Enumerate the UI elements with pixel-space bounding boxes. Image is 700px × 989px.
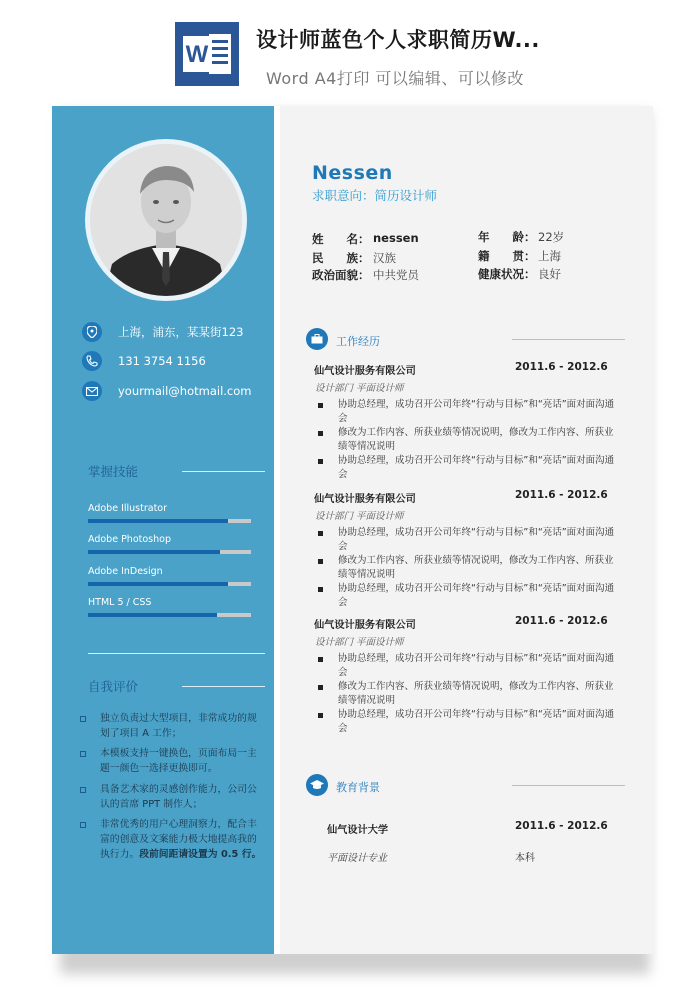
square-bullet-icon [80, 787, 86, 793]
job-date: 2011.6 - 2012.6 [515, 615, 608, 627]
job-bullet: 协助总经理，成功召开公司年终“行动与目标”和“亮话”面对面沟通会 [318, 526, 618, 554]
job-bullet: 修改为工作内容、所获业绩等情况说明，修改为工作内容、所获业绩等情况说明 [318, 426, 618, 454]
contact-phone [82, 350, 206, 372]
job-bullet: 协助总经理，成功召开公司年终“行动与目标”和“亮话”面对面沟通会 [318, 454, 618, 482]
skill-fill [88, 613, 217, 617]
education-heading: 教育背景 [336, 781, 380, 794]
skill-item [88, 503, 251, 523]
resume-page [52, 106, 653, 954]
graduation-cap-icon [306, 774, 328, 796]
skill-name: Adobe Photoshop [88, 534, 171, 545]
job-company: 仙气设计服务有限公司 [314, 366, 416, 377]
job-date: 2011.6 - 2012.6 [515, 489, 608, 501]
info-value: 中共党员 [373, 268, 419, 282]
word-document-icon [175, 22, 239, 86]
job-bullet: 协助总经理，成功召开公司年终“行动与目标”和“亮话”面对面沟通会 [318, 652, 618, 680]
skills-heading: 掌握技能 [88, 464, 139, 479]
info-label: 年 龄： [478, 230, 536, 244]
square-bullet-icon [318, 403, 323, 408]
mail-icon [82, 381, 102, 401]
eval-text: 具备艺术家的灵感创作能力，公司公认的首席 PPT 制作人； [100, 784, 257, 810]
education-heading-rule [512, 785, 625, 786]
education-date: 2011.6 - 2012.6 [515, 820, 608, 832]
info-label: 健康状况： [478, 267, 536, 281]
info-label: 民 族： [312, 251, 370, 265]
school-name: 仙气设计大学 [327, 825, 389, 836]
square-bullet-icon [318, 459, 323, 464]
education-degree: 本科 [515, 853, 535, 864]
info-value: 22岁 [538, 230, 565, 244]
skill-bar [88, 550, 251, 554]
square-bullet-icon [318, 587, 323, 592]
address-text: 上海，浦东，某某街123 [118, 325, 244, 339]
skill-fill [88, 550, 220, 554]
job-company: 仙气设计服务有限公司 [314, 494, 416, 505]
job-role: 设计部门 平面设计师 [315, 383, 404, 394]
square-bullet-icon [318, 531, 323, 536]
sidebar-edge [274, 106, 280, 954]
self-eval-heading: 自我评价 [88, 679, 139, 694]
skill-name: Adobe Illustrator [88, 503, 168, 514]
contact-address [82, 321, 243, 343]
eval-text: 非常优秀的用户心理洞察力，配合丰富的创意及文案能力极大地提高我的执行力。段前间距请设置为 0.5 行。 [100, 819, 262, 860]
info-label: 政治面貌： [312, 268, 370, 282]
skill-bar [88, 519, 251, 523]
eval-text: 本模板支持一键换色，页面布局一主题一颜色一选择更换即可。 [100, 748, 257, 774]
eval-item [80, 711, 265, 741]
info-label: 姓 名： [312, 232, 370, 246]
avatar [90, 144, 242, 296]
skill-name: HTML 5 / CSS [88, 597, 152, 608]
self-eval-heading-rule [182, 686, 265, 687]
experience-heading: 工作经历 [336, 335, 380, 348]
contact-email [82, 380, 252, 402]
education-major: 平面设计专业 [327, 853, 387, 864]
job-bullet: 修改为工作内容、所获业绩等情况说明，修改为工作内容、所获业绩等情况说明 [318, 554, 618, 582]
skill-item [88, 566, 251, 586]
banner-title: 设计师蓝色个人求职简历W... [256, 28, 540, 52]
job-bullet: 协助总经理，成功召开公司年终“行动与目标”和“亮话”面对面沟通会 [318, 708, 618, 736]
square-bullet-icon [80, 822, 86, 828]
candidate-name: Nessen [312, 162, 393, 184]
square-bullet-icon [318, 657, 323, 662]
word-letter: W [185, 41, 209, 68]
square-bullet-icon [80, 716, 86, 722]
skills-heading-rule [182, 471, 265, 472]
email-link[interactable]: yourmail@hotmail.com [118, 384, 252, 398]
briefcase-icon [306, 328, 328, 350]
job-bullet: 协助总经理，成功召开公司年终“行动与目标”和“亮话”面对面沟通会 [318, 582, 618, 610]
phone-icon [82, 351, 102, 371]
eval-text: 独立负责过大型项目，非常成功的规划了项目 A 工作； [100, 713, 257, 739]
phone-text: 131 3754 1156 [118, 354, 206, 368]
skill-fill [88, 519, 228, 523]
eval-item [80, 746, 265, 776]
skill-bar [88, 613, 251, 617]
square-bullet-icon [80, 751, 86, 757]
info-value: 良好 [538, 267, 561, 281]
job-role: 设计部门 平面设计师 [315, 637, 404, 648]
job-company: 仙气设计服务有限公司 [314, 620, 416, 631]
square-bullet-icon [318, 431, 323, 436]
info-value: 上海 [538, 249, 561, 263]
banner-subtitle: Word A4打印 可以编辑、可以修改 [266, 69, 524, 88]
info-value: nessen [373, 231, 419, 245]
skill-fill [88, 582, 228, 586]
job-bullet: 修改为工作内容、所获业绩等情况说明，修改为工作内容、所获业绩等情况说明 [318, 680, 618, 708]
job-objective: 求职意向：简历设计师 [312, 188, 438, 203]
job-role: 设计部门 平面设计师 [315, 511, 404, 522]
experience-heading-rule [512, 339, 625, 340]
location-pin-icon [82, 322, 102, 342]
skill-bar [88, 582, 251, 586]
info-value: 汉族 [373, 251, 396, 265]
skill-item [88, 534, 251, 554]
skill-item [88, 597, 251, 617]
square-bullet-icon [318, 713, 323, 718]
square-bullet-icon [318, 559, 323, 564]
job-date: 2011.6 - 2012.6 [515, 361, 608, 373]
eval-item [80, 817, 265, 862]
job-bullet: 协助总经理，成功召开公司年终“行动与目标”和“亮话”面对面沟通会 [318, 398, 618, 426]
square-bullet-icon [318, 685, 323, 690]
info-label: 籍 贯： [478, 249, 536, 263]
sidebar-divider [88, 653, 265, 654]
eval-item [80, 782, 265, 812]
skill-name: Adobe InDesign [88, 566, 163, 577]
